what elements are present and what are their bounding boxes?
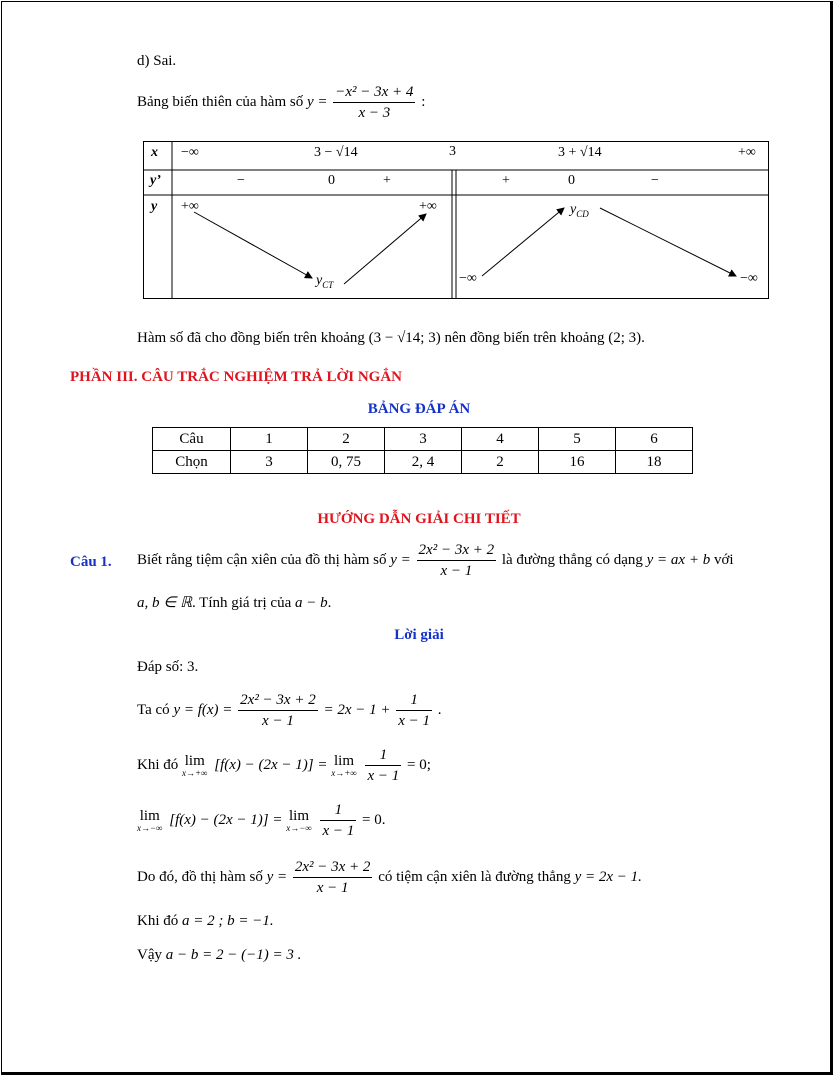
solution-answer: Đáp số: 3.: [137, 659, 199, 675]
q1-y: y =: [390, 551, 411, 568]
lim-subscript: x→−∞: [137, 823, 163, 833]
answer-value: 2: [462, 451, 539, 474]
question-number: 5: [539, 428, 616, 451]
s3-numerator: 1: [320, 800, 356, 821]
answer-heading: BẢNG ĐÁP ÁN: [367, 401, 471, 417]
arrow-up-2: [482, 208, 564, 276]
answer-table-label: Câu: [153, 428, 231, 451]
q1-denominator: x − 1: [440, 563, 473, 579]
s6-text: Vậy: [137, 947, 162, 963]
y-value-cd: $y_{CD}$: [570, 202, 589, 219]
q1-line2-text: . Tính giá trị của: [191, 595, 292, 611]
conclusion: [137, 328, 645, 348]
s1-lhs: y = f(x) =: [173, 701, 233, 718]
s4-text: Do đó, đồ thị hàm số: [137, 868, 263, 885]
yprime-sign: +: [383, 173, 391, 188]
s2-text: Khi đó: [137, 756, 179, 773]
lim-subscript: x→+∞: [331, 768, 357, 778]
lim-subscript: x→−∞: [286, 823, 312, 833]
s1-mid: = 2x − 1 +: [323, 701, 391, 718]
arrow-up-1: [344, 214, 426, 284]
question-number: 4: [462, 428, 539, 451]
s1-numerator-2: 1: [396, 690, 432, 711]
s2-end: = 0;: [407, 756, 431, 773]
conclusion-text-1: Hàm số đã cho đồng biến trên khoảng: [137, 330, 365, 346]
x-value: 3: [449, 144, 456, 159]
s1-fraction-2: [396, 690, 432, 731]
row-label-yprime: y’: [150, 173, 161, 188]
solution-step-6: [137, 945, 301, 965]
s6-math: a − b = 2 − (−1) = 3 .: [165, 947, 302, 963]
lim-subscript: x→+∞: [182, 768, 208, 778]
s4-y: y =: [266, 868, 288, 885]
q1-form: y = ax + b: [646, 551, 711, 568]
s3-limit-2: [286, 808, 311, 833]
answer-value: 2, 4: [385, 451, 462, 474]
lim-word: lim: [139, 808, 160, 824]
y-value: −∞: [459, 271, 477, 286]
variation-table-grid: [144, 142, 768, 298]
arrow-down-2: [600, 208, 736, 276]
arrow-down-1: [194, 212, 312, 278]
q1-text-3: với: [713, 551, 734, 568]
lim-word: lim: [288, 808, 309, 824]
answer-value: 0, 75: [308, 451, 385, 474]
s3-end: = 0.: [362, 811, 386, 828]
s3-denominator: x − 1: [322, 823, 355, 839]
y-value: −∞: [740, 271, 758, 286]
bbt-numerator: −x² − 3x + 4: [333, 82, 415, 103]
conclusion-text-2: nên đồng biến trên khoảng: [444, 330, 605, 346]
y-value: +∞: [181, 199, 199, 214]
q1-line2-end: .: [327, 595, 332, 611]
s2-bracket: [f(x) − (2x − 1)] =: [214, 756, 328, 773]
solution-step-3: [137, 800, 385, 841]
yprime-sign: 0: [568, 173, 575, 188]
yprime-sign: −: [651, 173, 659, 188]
bbt-intro-text: Bảng biến thiên của hàm số: [137, 93, 304, 110]
s2-fraction: [365, 745, 401, 786]
answer-value: 3: [231, 451, 308, 474]
x-value: 3 + √14: [558, 145, 602, 160]
d-line: d) Sai.: [137, 53, 177, 69]
s4-text-2: có tiệm cận xiên là đường thẳng: [378, 868, 571, 885]
s3-bracket: [f(x) − (2x − 1)] =: [169, 811, 283, 828]
s2-denominator: x − 1: [367, 768, 400, 784]
s4-denominator: x − 1: [316, 880, 349, 896]
answer-value: 18: [616, 451, 693, 474]
yprime-sign: 0: [328, 173, 335, 188]
x-value: 3 − √14: [314, 145, 358, 160]
answer-table-label: Chọn: [153, 451, 231, 474]
row-label-y: y: [151, 199, 158, 214]
s1-end: .: [437, 701, 442, 718]
answer-table-answer-row: [153, 451, 693, 474]
solution-step-1: [137, 690, 442, 731]
s1-text: Ta có: [137, 701, 170, 718]
y-value-ct: $y_{CT}$: [316, 273, 334, 290]
interval-1: (3 − √14; 3): [368, 330, 441, 346]
q1-numerator: 2x² − 3x + 2: [417, 540, 497, 561]
question-number: 3: [385, 428, 462, 451]
lim-word: lim: [184, 753, 205, 769]
question-1-label: Câu 1.: [70, 554, 112, 570]
s2-limit-2: [331, 753, 356, 778]
s3-fraction: [320, 800, 356, 841]
question-number: 6: [616, 428, 693, 451]
s4-line: y = 2x − 1.: [574, 868, 642, 885]
x-value: −∞: [181, 145, 199, 160]
s1-numerator-1: 2x² − 3x + 2: [238, 690, 318, 711]
answer-table: [152, 427, 693, 474]
question-number: 1: [231, 428, 308, 451]
answer-value: 16: [539, 451, 616, 474]
bbt-denominator: x − 3: [358, 105, 391, 121]
guide-heading: HƯỚNG DẪN GIẢI CHI TIẾT: [317, 511, 521, 527]
s1-denominator-1: x − 1: [262, 713, 294, 729]
yprime-sign: −: [237, 173, 245, 188]
q1-text-1: Biết rằng tiệm cận xiên của đồ thị hàm số: [137, 551, 387, 568]
s3-limit-1: [137, 808, 162, 833]
interval-2: (2; 3): [608, 330, 642, 346]
question-1-text: [137, 540, 734, 581]
s1-fraction-1: [238, 690, 318, 731]
variation-table: [143, 141, 769, 299]
q1-fraction: [417, 540, 497, 581]
bbt-fraction: [333, 82, 415, 123]
s2-limit-1: [182, 753, 207, 778]
solution-heading: Lời giải: [394, 627, 444, 643]
question-1-line-2: [137, 593, 331, 613]
answer-table-header-row: [153, 428, 693, 451]
y-value: +∞: [419, 199, 437, 214]
q1-text-2: là đường thẳng có dạng: [501, 551, 643, 568]
s5-math: a = 2 ; b = −1.: [182, 913, 274, 929]
row-label-x: x: [151, 145, 158, 160]
yprime-sign: +: [502, 173, 510, 188]
question-number: 2: [308, 428, 385, 451]
part3-heading: PHẦN III. CÂU TRẮC NGHIỆM TRẢ LỜI NGẮN: [70, 369, 402, 385]
bbt-y: y =: [306, 93, 328, 110]
solution-step-4: [137, 857, 642, 898]
conclusion-period: .: [641, 330, 645, 346]
s4-fraction: [293, 857, 373, 898]
q1-domain: a, b ∈ ℝ: [137, 595, 192, 611]
solution-step-5: [137, 911, 274, 931]
x-value: +∞: [738, 145, 756, 160]
bbt-intro: [137, 82, 425, 123]
bbt-colon: :: [421, 93, 426, 110]
solution-step-2: [137, 745, 431, 786]
s1-denominator-2: x − 1: [398, 713, 431, 729]
s4-numerator: 2x² − 3x + 2: [293, 857, 373, 878]
lim-word: lim: [333, 753, 354, 769]
q1-expr: a − b: [294, 595, 328, 611]
s2-numerator: 1: [365, 745, 401, 766]
s5-text: Khi đó: [137, 913, 179, 929]
